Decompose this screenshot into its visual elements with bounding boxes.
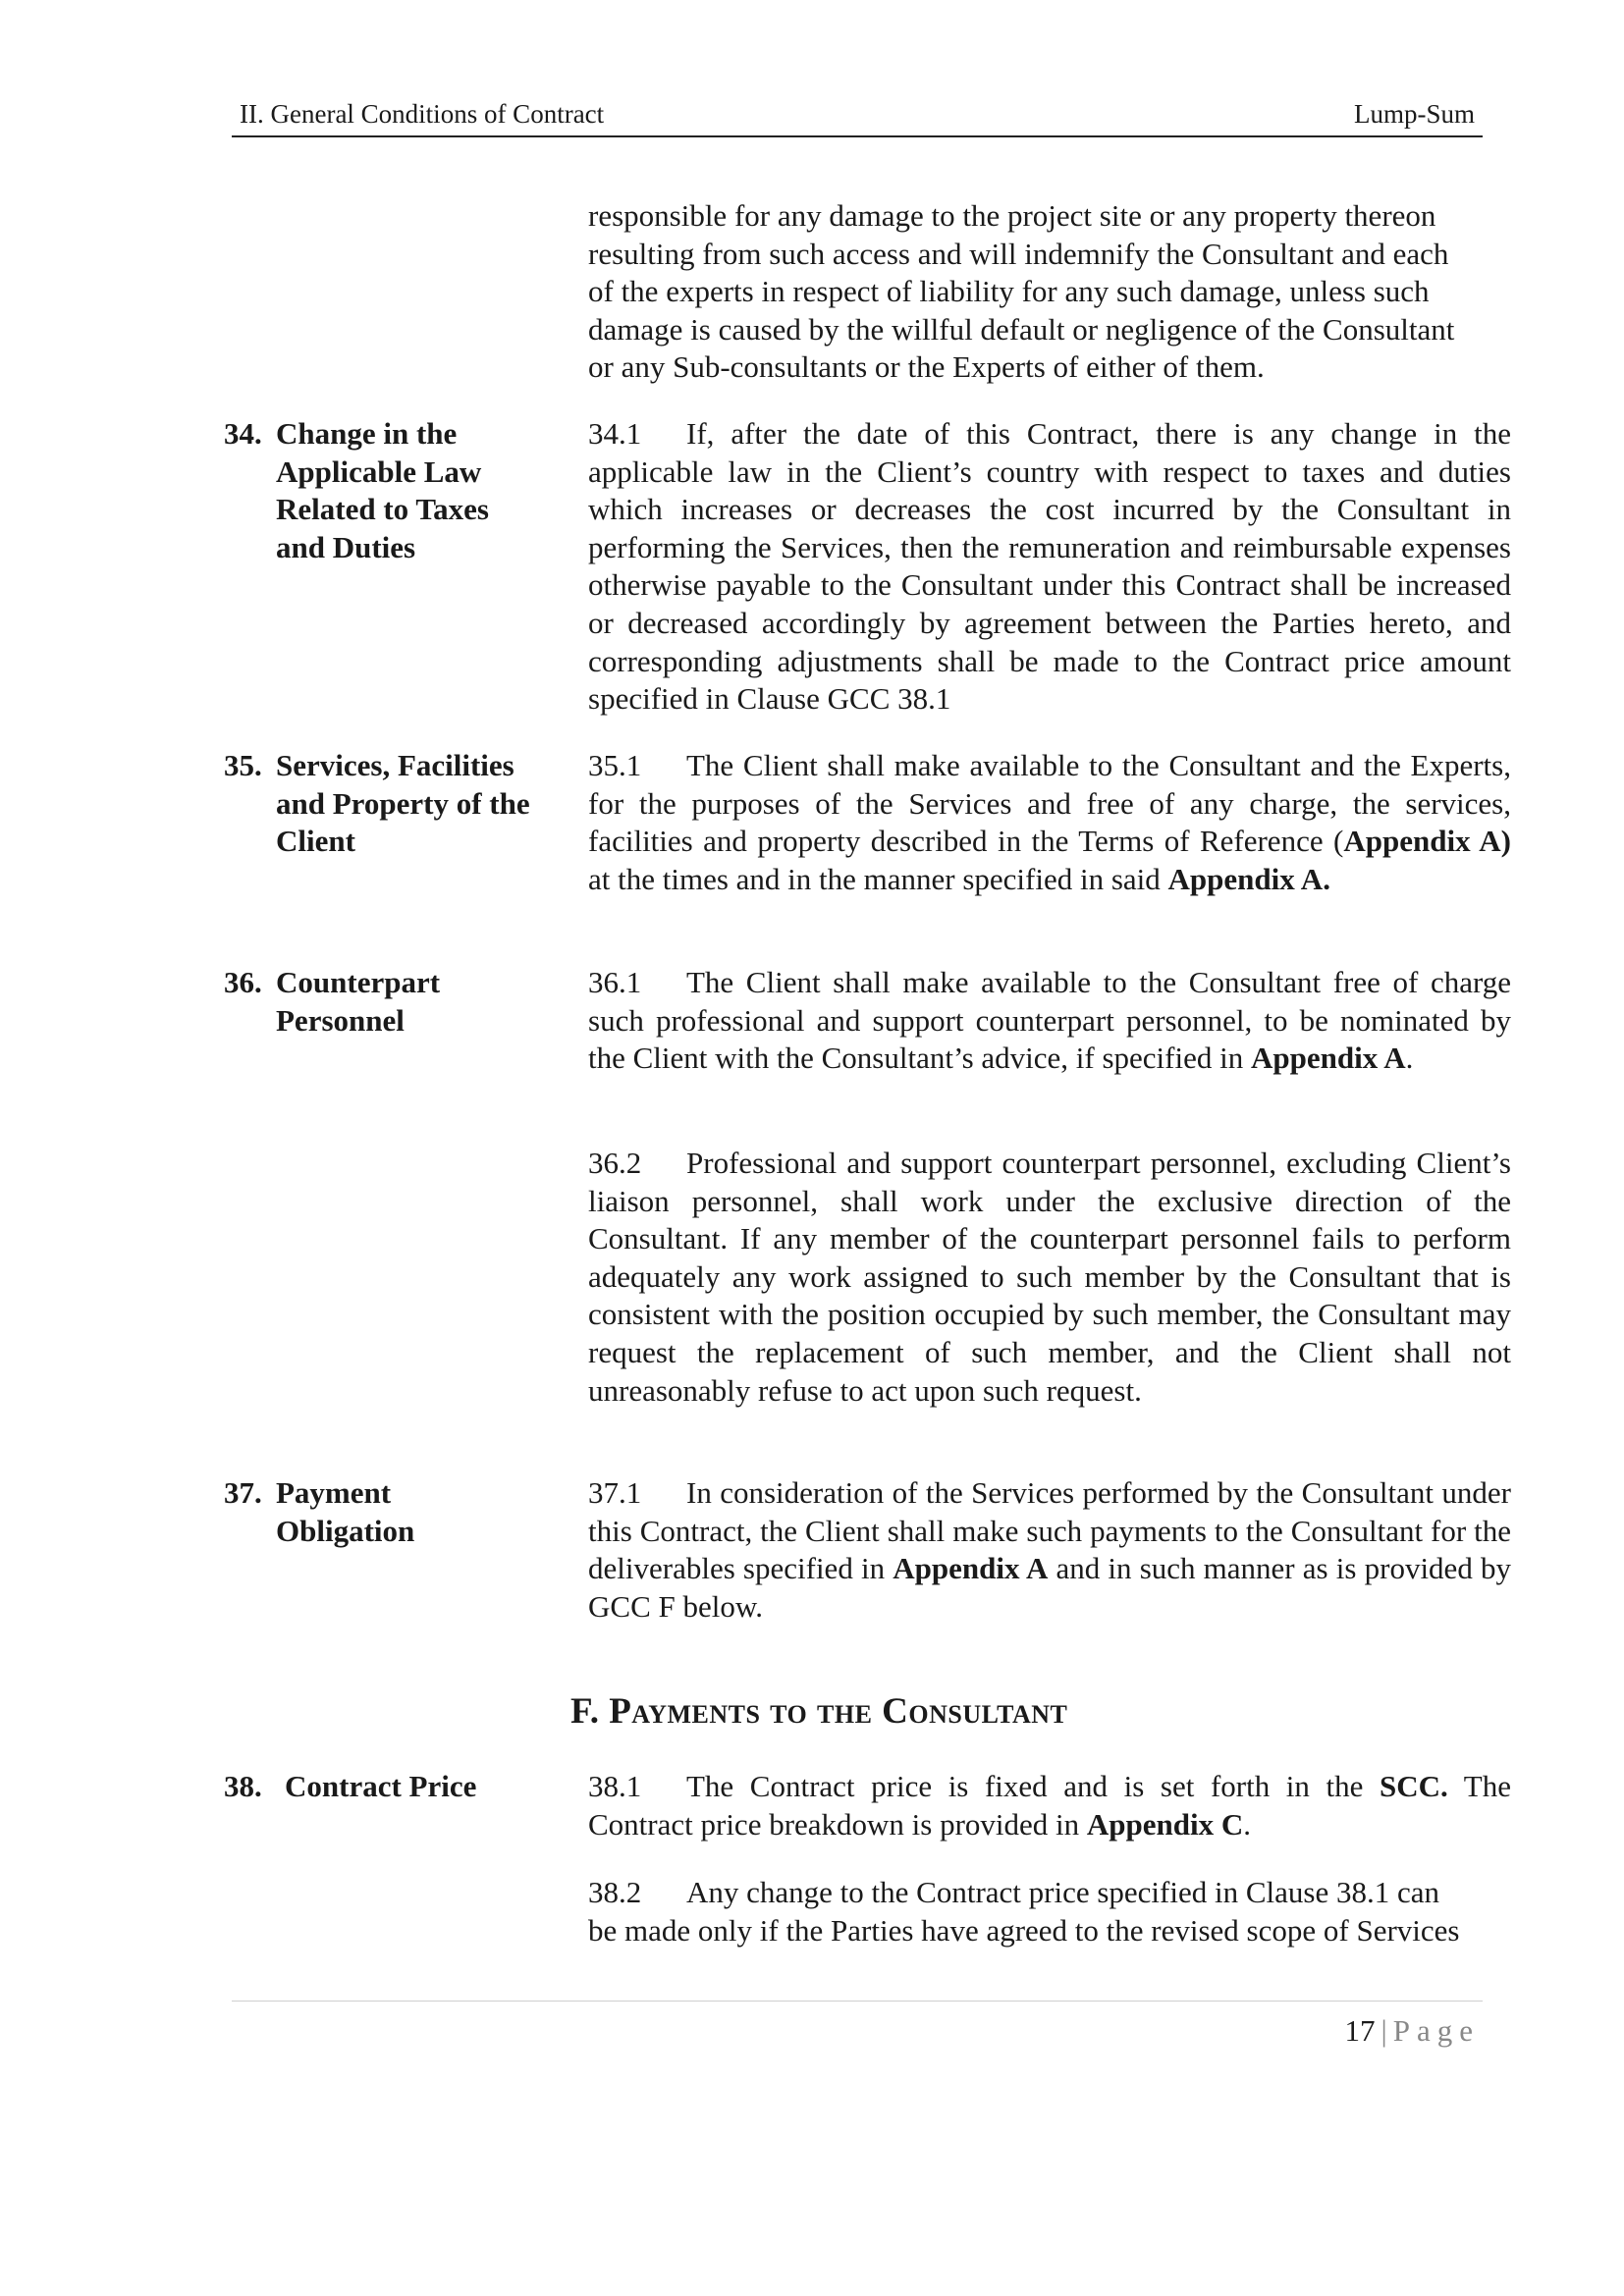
header-title: II. General Conditions of Contract bbox=[240, 99, 605, 129]
appendix-reference: Appendix A bbox=[893, 1551, 1049, 1586]
clause-number: 37. bbox=[224, 1475, 262, 1510]
clause-title-line: Applicable Law bbox=[276, 454, 482, 489]
clause-34-heading bbox=[224, 415, 568, 566]
page-number bbox=[1345, 2012, 1480, 2050]
scc-reference: SCC. bbox=[1380, 1769, 1448, 1803]
clause-title-line: Contract Price bbox=[285, 1769, 477, 1803]
clause-title-line: and Property of the bbox=[276, 785, 530, 821]
subclause-text: The Client shall make available to the Consultant free of charge such professional and support counterpart personnel, to be nominated by the Client with the Consultant’s advice, if specified in bbox=[588, 965, 1511, 1076]
page-separator: | bbox=[1380, 2013, 1387, 2048]
subclause-text: The Client shall make available to the Consultant and the Experts, for the purposes of the Services and free of any charge, the services, facilities and property described in the Terms of Reference ( bbox=[588, 748, 1511, 859]
clause-title-line: and Duties bbox=[276, 529, 416, 564]
clause-title-line: Personnel bbox=[276, 1002, 405, 1038]
subclause-number: 37.1 bbox=[588, 1475, 642, 1510]
clause-36-heading bbox=[224, 964, 568, 1040]
punctuation: . bbox=[1405, 1041, 1414, 1076]
page-header bbox=[232, 94, 1483, 137]
clause-title-line: Payment bbox=[276, 1475, 392, 1510]
clause-number: 36. bbox=[224, 965, 262, 999]
clause-number: 35. bbox=[224, 748, 262, 782]
page-label: Page bbox=[1392, 2013, 1480, 2048]
continuation-line: or any Sub-consultants or the Experts of either of them. bbox=[588, 349, 1265, 385]
subclause-number: 36.1 bbox=[588, 965, 642, 999]
clause-34-1-paragraph bbox=[588, 415, 1511, 719]
subclause-number: 36.2 bbox=[588, 1146, 642, 1180]
section-f-title: F. Payments to the Consultant bbox=[570, 1691, 1068, 1732]
clause-title-line: Related to Taxes bbox=[276, 492, 489, 527]
subclause-text: If, after the date of this Contract, there is any change in the applicable law in the Client’s country with respect to taxes and duties which increases or decreases the cost incurred by the Consultant in performing the Services, then the remuneration and reimbursable expenses otherwise payable to the Consultant under this Contract shall be increased or decreased accordingly by agreement between the Parties hereto, and corresponding adjustments shall be made to the Contract price amount specified in Clause GCC 38.1 bbox=[588, 416, 1511, 717]
subclause-text: In consideration of the Services performed by the Consultant under this Contract, the Client shall make such payments to the Consultant for the deliverables specified in bbox=[588, 1475, 1511, 1586]
clause-title-line: Client bbox=[276, 824, 355, 859]
continuation-line: of the experts in respect of liability for any such damage, unless such bbox=[588, 274, 1430, 309]
clause-35-1-paragraph bbox=[588, 747, 1511, 898]
footer-divider bbox=[232, 2001, 1483, 2002]
header-contract-type: Lump-Sum bbox=[1353, 99, 1475, 129]
clause-title-line: Change in the bbox=[276, 416, 458, 451]
clause-38-heading bbox=[224, 1768, 568, 1806]
clause-36-2-paragraph bbox=[588, 1145, 1511, 1410]
clause-number: 34. bbox=[224, 416, 262, 451]
clause-title-line: Obligation bbox=[276, 1513, 415, 1548]
appendix-reference: Appendix A) bbox=[1343, 824, 1511, 859]
subclause-number: 34.1 bbox=[588, 416, 642, 451]
subclause-number: 35.1 bbox=[588, 748, 642, 782]
subclause-text: The Contract price is fixed and is set forth in the bbox=[686, 1769, 1380, 1803]
continuation-paragraph bbox=[588, 197, 1511, 387]
subclause-text: Professional and support counterpart personnel, excluding Client’s liaison personnel, shall work under the exclusive direction of the Consultant. If any member of the counterpart personnel fails to perform adequately any work assigned to such member by the Consultant that is consistent with the position occupied by such member, the Consultant may request the replacement of such member, and the Client shall not unreasonably refuse to act upon such request. bbox=[588, 1146, 1511, 1408]
subclause-text: Any change to the Contract price specified in Clause 38.1 can bbox=[686, 1875, 1439, 1909]
clause-37-heading bbox=[224, 1474, 568, 1550]
clause-37-1-paragraph bbox=[588, 1474, 1511, 1626]
clause-36-1-paragraph bbox=[588, 964, 1511, 1078]
subclause-text: at the times and in the manner specified in said bbox=[588, 861, 1168, 896]
clause-title-line: Services, Facilities bbox=[276, 748, 514, 782]
subclause-number: 38.1 bbox=[588, 1769, 642, 1803]
appendix-reference: Appendix C bbox=[1086, 1806, 1244, 1842]
subclause-text: and in such manner as is provided by GCC F below. bbox=[588, 1551, 1511, 1624]
clause-38-2-paragraph bbox=[588, 1874, 1511, 1949]
subclause-text: be made only if the Parties have agreed to the revised scope of Services bbox=[588, 1912, 1460, 1948]
clause-number: 38. bbox=[224, 1769, 262, 1803]
subclause-text: The Contract price breakdown is provided in bbox=[588, 1769, 1512, 1842]
clause-35-heading bbox=[224, 747, 568, 861]
appendix-reference: Appendix A bbox=[1250, 1041, 1406, 1076]
punctuation: . bbox=[1243, 1806, 1252, 1842]
page-number-value: 17 bbox=[1344, 2013, 1376, 2048]
continuation-line: damage is caused by the willful default or negligence of the Consultant bbox=[588, 311, 1455, 347]
continuation-line: resulting from such access and will indemnify the Consultant and each bbox=[588, 236, 1449, 271]
clause-title-line: Counterpart bbox=[276, 965, 441, 999]
appendix-reference: Appendix A. bbox=[1167, 861, 1330, 896]
clause-38-1-paragraph bbox=[588, 1768, 1511, 1843]
subclause-number: 38.2 bbox=[588, 1875, 642, 1909]
continuation-line: responsible for any damage to the project site or any property thereon bbox=[588, 198, 1436, 233]
